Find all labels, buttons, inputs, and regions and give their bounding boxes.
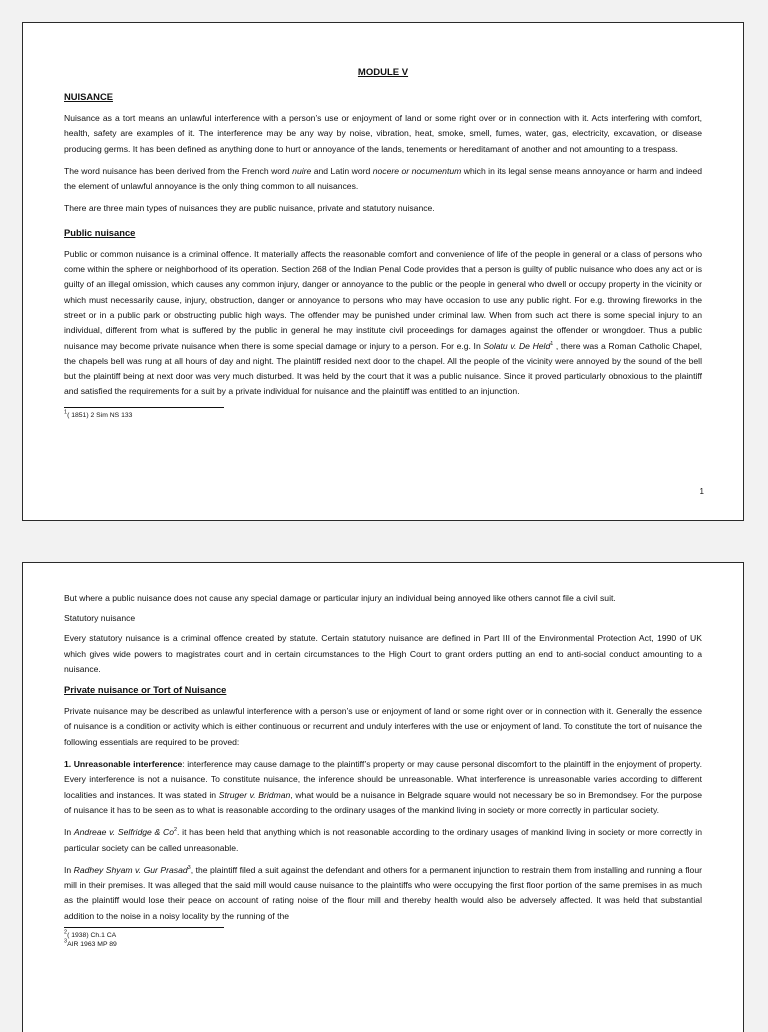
bold-term: 1. Unreasonable interference [64,759,183,770]
footnote: $^3$AIR 1963 MP 89 [64,938,117,948]
paragraph: Public or common nuisance is a criminal offence. It materially affects the reasonable comfort and convenience of life of the people in general or a class of persons who come within the sphere or neighborhood of its operation. Section 268 of the Indian Penal Code provides that a person is guilty of public nuisance who does any act or is guilty of an illegal omission, which causes any common injury, danger or annoyance to the public or the people in general who dwell or occupy property in the vicinity or which must necessarily cause, injury, obstruction, danger or annoyance to persons who may have occasion to use any public right. For e.g. throwing fireworks in the street or in a public park or obstructing public high ways. The offender may be punished under criminal law. When from such act there is some special injury to an individual, different from what is suffered by the public in general he may institute civil proceedings for damages against the offender or wrongdoer. Thus a public nuisance may become private nuisance when there is some special damage or injury to a person. For e.g. In Solatu v. De Held$^1$ , there was a Roman Catholic Chapel, the chapels bell was rung at all hours of day and night. The plaintiff resided next door to the chapel. All the people of the vicinity were annoyed by the sound of the bell but the plaintiff being at next door was very much disturbed. It was held by the court that it was a public nuisance. Since it proved particularly obnoxious to the plaintiff and satisfied the requirements for a suit by a private individual for nuisance and the plaintiff was entitled to an injunction. [64,248,702,397]
paragraph: Every statutory nuisance is a criminal offence created by statute. Certain statutory nuisance are defined in Part III of the Environmental Protection Act, 1990 of UK which gives wide powers to magistrates court and in certain circumstances to the High Court to grant orders putting an end to anti-social conduct amounting to a nuisance. [64,633,702,674]
footnote-divider [64,407,224,408]
case-name: Andreae v. Selfridge & Co [73,827,174,838]
footnote-ref: 2 [173,827,178,834]
paragraph: The word nuisance has been derived from the French word nuire and Latin word nocere or nocumentum which in its legal sense means annoyance or harm and indeed the element of unlawful annoyance is the only thing common to all nuisances. [64,165,702,192]
footnote: $^1$( 1851) 2 Sim NS 133 [64,409,133,419]
paragraph: There are three main types of nuisances they are public nuisance, private and statutory nuisance. [64,203,435,214]
paragraph: Nuisance as a tort means an unlawful interference with a person’s use or enjoyment of land or some right over or in connection with it. Acts interfering with comfort, health, safety are examples of it. The interference may be any way by noise, vibration, heat, smoke, smell, fumes, water, gas, electricity, excavation, or disease producing germs. It has been defined as anything done to hurt or annoyance of the lands, tenements or hereditamant of another and not amounting to a trespass. [64,113,702,154]
case-name: Struger v. Bridman [218,789,291,800]
page-number: 1 [699,487,704,496]
case-name: Solatu v. De Held [483,340,551,351]
paragraph: 1. Unreasonable interference: interference may cause damage to the plaintiff’s property or may cause personal discomfort to the plaintiff in the enjoyment of property. Every interference is not a nuisance. To constitute nuisance, the inference should be unreasonable. What interference is unreasonable varies according to different localities and instances. It was stated in Struger v. Bridman, what would be a nuisance in Belgrade square would not necessary be so in Bremondsey. For the purpose of nuisance it has to be seen as to what is reasonable according to the ordinary usages of the mankind living in society or more correctly in particular society. [64,759,702,815]
footnote-divider [64,927,224,928]
nuisance-heading: NUISANCE [64,91,113,102]
paragraph: But where a public nuisance does not cause any special damage or particular injury an individual being annoyed like others cannot file a civil suit. [64,593,616,603]
page-2-content [64,591,702,949]
paragraph: Private nuisance may be described as unlawful interference with a person’s use or enjoyment of land or some right over or in connection with it. Generally the essence of nuisance is a condition or activity which is either continuous or recurrent and unduly interferes with the use or enjoyment of land. To constitute the tort of nuisance the following essentials are required to be proved: [64,706,702,747]
private-nuisance-heading: Private nuisance or Tort of Nuisance [64,684,227,696]
document-page-1 [22,22,744,521]
statutory-nuisance-heading: Statutory nuisance [64,613,136,624]
module-title: MODULE V [357,67,409,78]
paragraph: In Andreae v. Selfridge & Co$^2$. it has been held that anything which is not reasonable according to the ordinary usages of mankind living in society or more correctly in particular society can be called unreasonable. [64,827,702,853]
italic-term: nocere or nocumentum [372,165,462,176]
page-1-content [64,67,702,420]
document-page-2 [22,562,744,1032]
footnote: $^2$( 1938) Ch.1 CA [64,929,117,940]
footnote-ref: 3 [187,865,191,871]
paragraph: In Radhey Shyam v. Gur Prasad$^3$, the plaintiff filed a suit against the defendant and others for a permanent injunction to restrain them from installing and running a flour mill in their premises. It was alleged that the said mill would cause nuisance to the plaintiffs who were occupying the first floor portion of the same premises in as much as the plaintiff would lose their peace on account of rating noise of the flour mill and thereby health would also be adversely affected. It was held that substantial addition to the noise in a noisy locality by the running of the [64,864,702,921]
italic-term: nuire [292,165,312,176]
public-nuisance-heading: Public nuisance [64,226,136,238]
footnote-ref: 1 [550,340,554,347]
case-name: Radhey Shyam v. Gur Prasad [73,864,188,875]
